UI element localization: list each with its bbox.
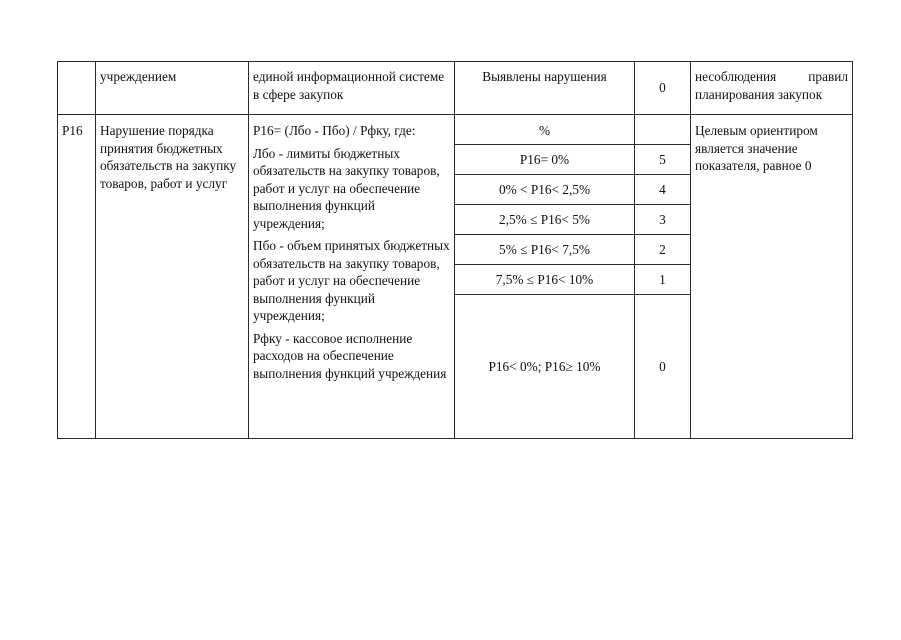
cell-p16-unit-score-empty (635, 115, 691, 145)
cell-formula-cont: единой информационной системе в сфере закупок (249, 62, 455, 115)
cell-p16-formula (249, 115, 455, 439)
cell-range-score: 4 (635, 175, 691, 205)
target-cont-line1: несоблюдения правил (695, 69, 848, 84)
cell-score-cont: 0 (635, 62, 691, 115)
cell-target-cont (691, 62, 853, 115)
table-row-continuation (58, 62, 853, 115)
cell-range-score: 3 (635, 205, 691, 235)
cell-range-cont: Выявлены нарушения (455, 62, 635, 115)
cell-code-empty (58, 62, 96, 115)
cell-indicator-cont: учреждением (96, 62, 249, 115)
cell-range-score: 1 (635, 265, 691, 295)
cell-p16-code: Р16 (58, 115, 96, 439)
cell-range-score: 2 (635, 235, 691, 265)
cell-range-condition: 2,5% ≤ Р16< 5% (455, 205, 635, 235)
cell-p16-target: Целевым ориентиром является значение показателя, равное 0 (691, 115, 853, 439)
cell-range-condition: 5% ≤ Р16< 7,5% (455, 235, 635, 265)
p16-def-rfku: Рфку - кассовое исполнение расходов на обеспечение выполнения функций учреждения (253, 330, 447, 381)
cell-range-condition: 0% < Р16< 2,5% (455, 175, 635, 205)
p16-def-lbo: Лбо - лимиты бюджетных обязательств на закупку товаров, работ и услуг на обеспечение выполнения функций учреждения; (253, 145, 440, 231)
cell-range-score: 0 (635, 295, 691, 439)
cell-range-score: 5 (635, 145, 691, 175)
p16-def-pbo: Пбо - объем принятых бюджетных обязательств на закупку товаров, работ и услуг на обеспечение выполнения функций учреждения; (253, 238, 450, 323)
table-row-p16-unit (58, 115, 853, 145)
p16-formula-text: Р16= (Лбо - Пбо) / Рфку, где: (253, 123, 416, 138)
cell-range-condition: Р16< 0%; Р16≥ 10% (455, 295, 635, 439)
cell-range-condition: 7,5% ≤ Р16< 10% (455, 265, 635, 295)
cell-range-condition: Р16= 0% (455, 145, 635, 175)
criteria-table (57, 61, 853, 439)
target-cont-line2: планирования закупок (695, 86, 823, 102)
cell-p16-unit: % (455, 115, 635, 145)
cell-p16-indicator: Нарушение порядка принятия бюджетных обязательств на закупку товаров, работ и услуг (96, 115, 249, 439)
